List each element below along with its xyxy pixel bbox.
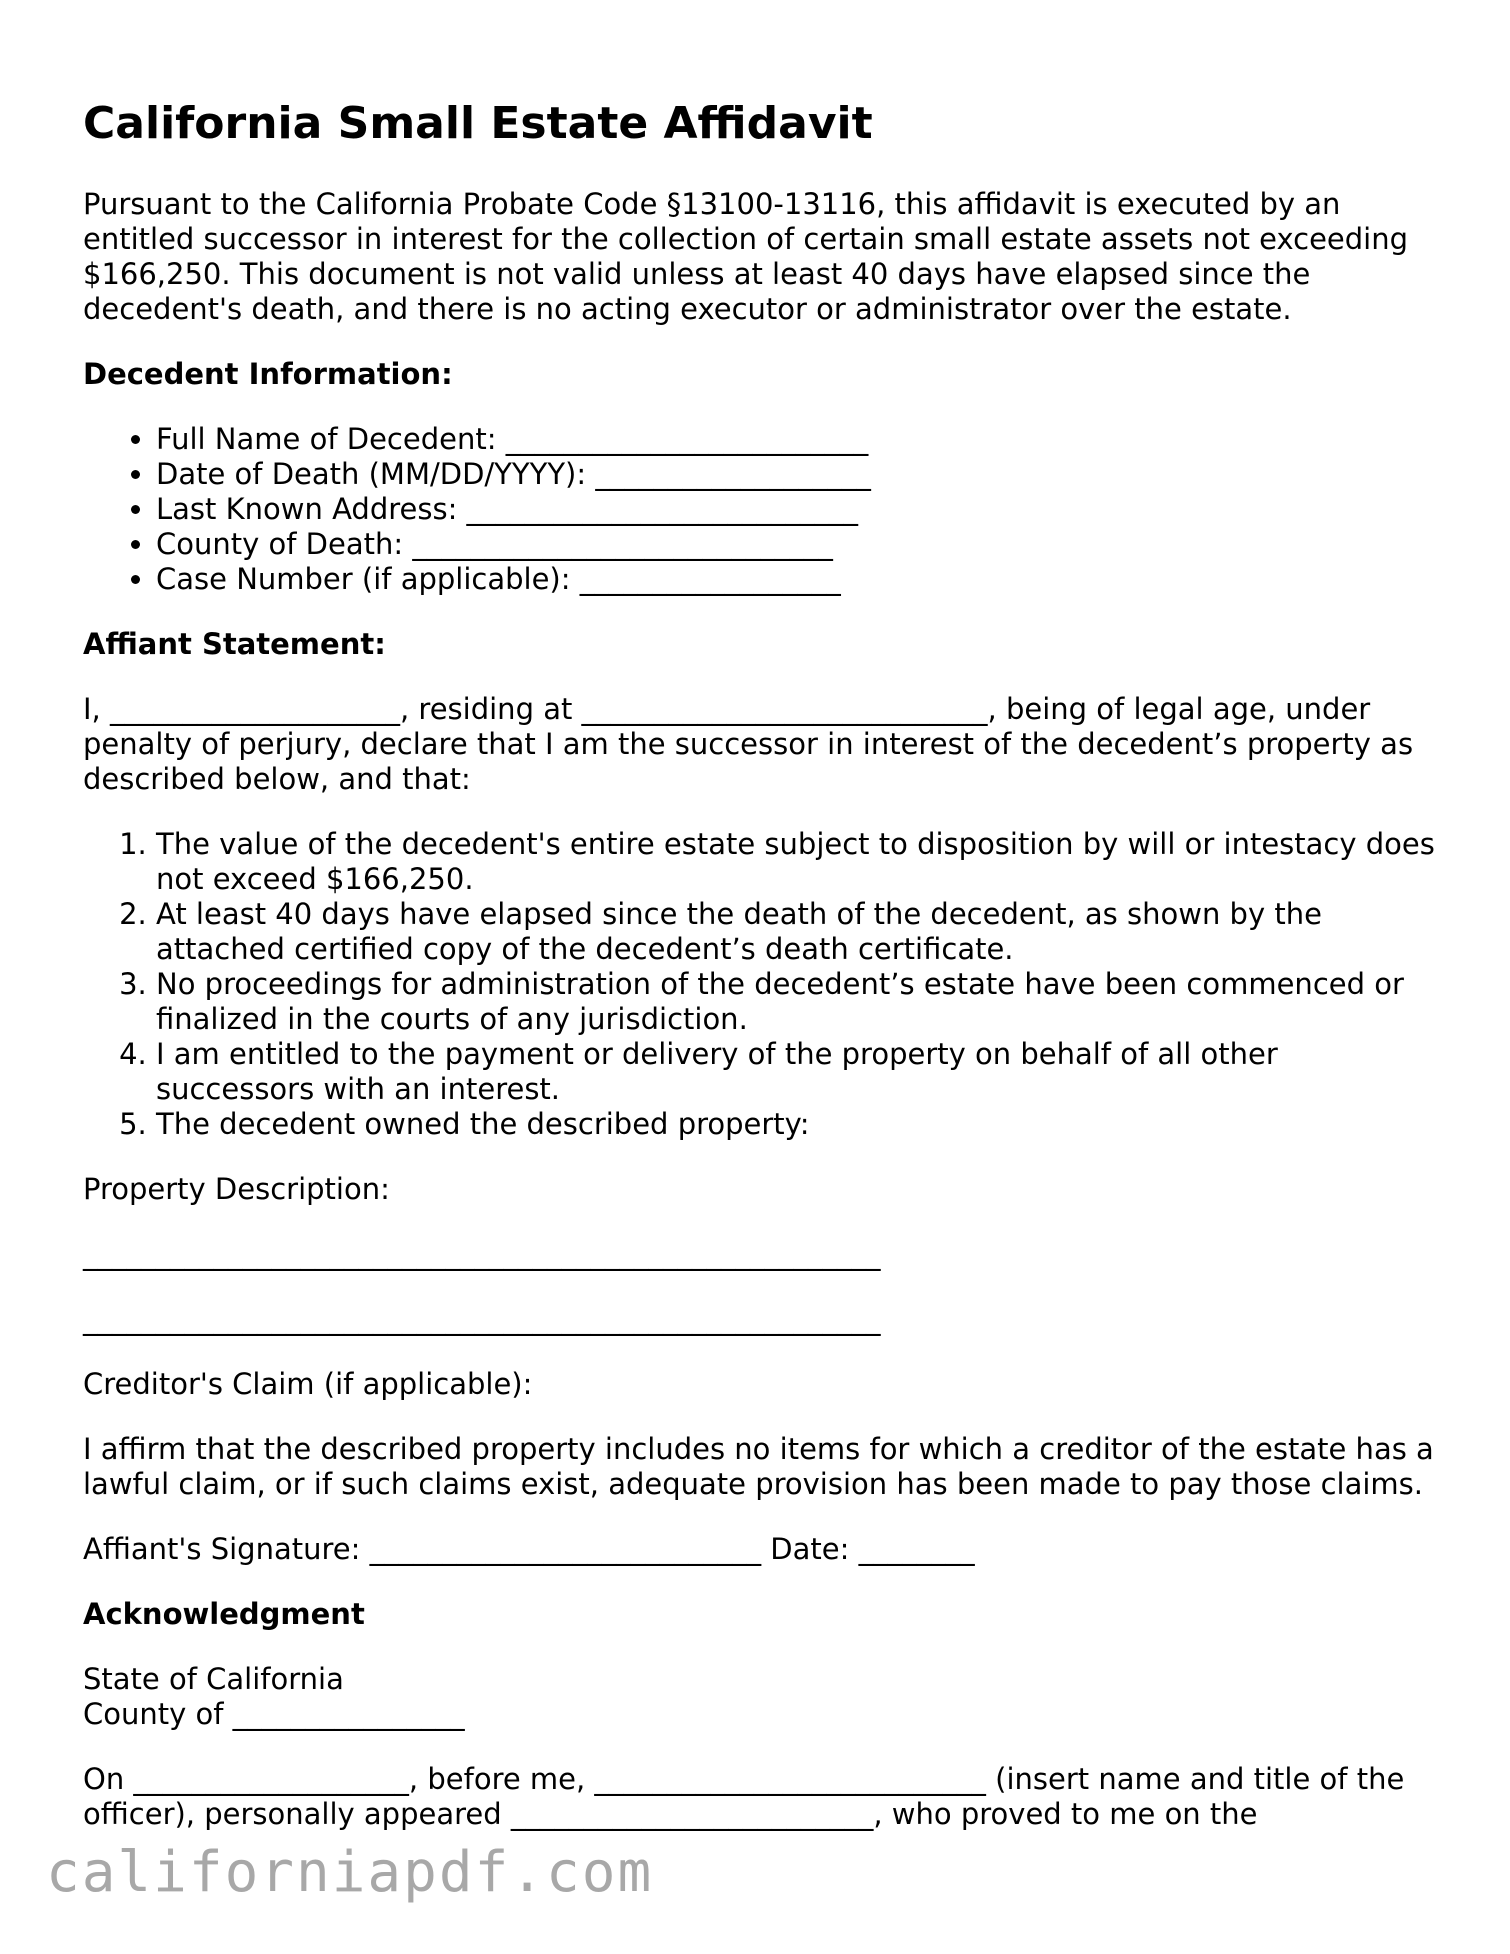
list-item: • County of Death: _____________________________ <box>156 527 1443 562</box>
decedent-list <box>83 422 1443 597</box>
decedent-heading: Decedent Information: <box>83 356 453 391</box>
signature-line: Affiant's Signature: ___________________________ Date: ________ <box>83 1531 975 1566</box>
list-item: • Case Number (if applicable): __________________ <box>156 562 1443 597</box>
list-item: • Date of Death (MM/DD/YYYY): ___________________ <box>156 457 1443 492</box>
creditor-text: I affirm that the described property includes no items for which a creditor of the estate has a lawful claim, or if such claims exist, adequate provision has been made to pay those claims. <box>83 1431 1434 1501</box>
property-line-1: _______________________________________________________ <box>83 1236 881 1271</box>
acknowledgment-text: On ___________________, before me, ___________________________ (insert name and title of the officer), personally appeared _________________________, who proved to me on the <box>83 1761 1405 1831</box>
list-item: • Last Known Address: ___________________________ <box>156 492 1443 527</box>
affiant-declarations <box>83 827 1443 1142</box>
list-item: 3. No proceedings for administration of the decedent’s estate have been commenced or finalized in the courts of any jurisdiction. <box>156 967 1443 1037</box>
intro-paragraph: Pursuant to the California Probate Code §13100-13116, this affidavit is executed by an entitled successor in interest for the collection of certain small estate assets not exceeding $166,250. This document is not valid unless at least 40 days have elapsed since the decedent's death, and there is no acting executor or administrator over the estate. <box>83 186 1409 326</box>
list-item: 4. I am entitled to the payment or delivery of the property on behalf of all other successors with an interest. <box>156 1037 1443 1107</box>
acknowledgment-state: State of California <box>83 1661 344 1696</box>
list-item: 5. The decedent owned the described property: <box>156 1107 1443 1142</box>
affiant-heading: Affiant Statement: <box>83 626 386 661</box>
watermark: californiapdf.com <box>46 1840 654 1905</box>
list-item: 2. At least 40 days have elapsed since the death of the decedent, as shown by the attached certified copy of the decedent’s death certificate. <box>156 897 1443 967</box>
affiant-statement: I, ____________________, residing at ____________________________, being of legal age, under penalty of perjury, declare that I am the successor in interest of the decedent’s property as described below, and that: <box>83 691 1414 796</box>
acknowledgment-county: County of ________________ <box>83 1696 465 1731</box>
creditor-label: Creditor's Claim (if applicable): <box>83 1366 533 1401</box>
document-title: California Small Estate Affidavit <box>83 98 873 149</box>
property-line-2: _______________________________________________________ <box>83 1301 881 1336</box>
list-item: 1. The value of the decedent's entire estate subject to disposition by will or intestacy does not exceed $166,250. <box>156 827 1443 897</box>
property-label: Property Description: <box>83 1171 390 1206</box>
acknowledgment-heading: Acknowledgment <box>83 1596 365 1631</box>
document-page <box>83 98 1443 1862</box>
list-item: • Full Name of Decedent: _________________________ <box>156 422 1443 457</box>
